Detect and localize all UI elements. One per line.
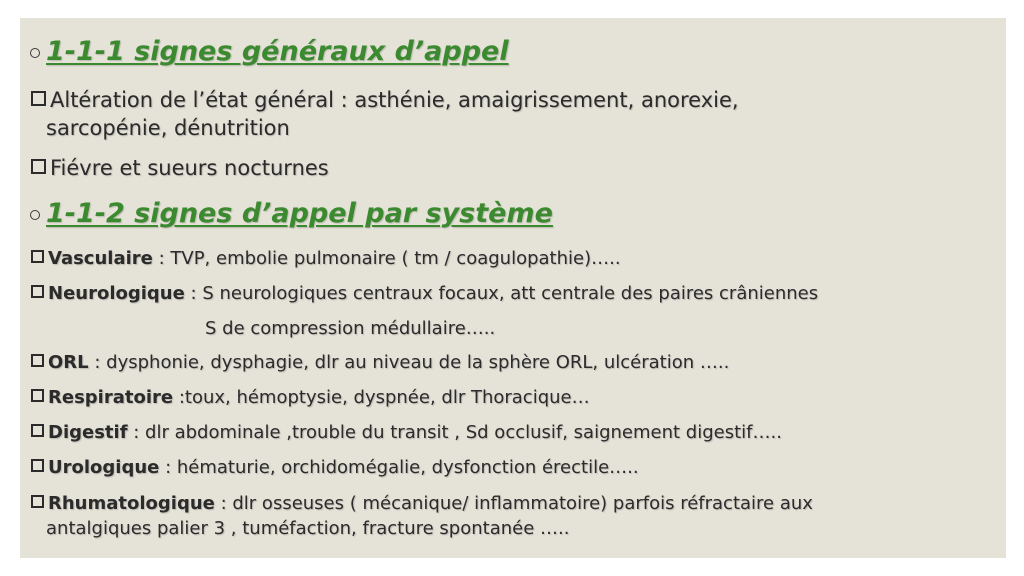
system-text: :toux, hémoptysie, dyspnée, dlr Thoracique… — [173, 387, 590, 408]
system-text: : hématurie, orchidomégalie, dysfonction érectile….. — [159, 457, 639, 478]
section2-row — [30, 198, 553, 229]
system-item-vasculaire — [30, 248, 621, 269]
checkbox-bullet-icon — [30, 494, 46, 510]
general-item-1 — [30, 88, 739, 112]
system-label: Rhumatologique — [48, 493, 215, 514]
system-label: Respiratoire — [48, 387, 174, 408]
checkbox-bullet-icon — [30, 158, 48, 176]
slide — [20, 18, 1006, 558]
system-item-orl — [30, 352, 729, 373]
system-item-urologique — [30, 457, 639, 478]
checkbox-bullet-icon — [30, 458, 46, 474]
general-item-2 — [30, 156, 329, 180]
system-text: : TVP, embolie pulmonaire ( tm / coagulopathie)….. — [152, 248, 621, 269]
general-item-1-line1: Altération de l’état général : asthénie, amaigrissement, anorexie, — [50, 88, 739, 112]
system-label: Neurologique — [48, 283, 185, 304]
system-label: Urologique — [48, 457, 160, 478]
system-label: ORL — [48, 352, 89, 373]
checkbox-bullet-icon — [30, 249, 46, 265]
system-item-neurologique — [30, 283, 818, 304]
section1-row — [30, 36, 509, 67]
system-label: Vasculaire — [48, 248, 153, 269]
system-text: : dlr abdominale ,trouble du transit , Sd occlusif, saignement digestif….. — [127, 422, 782, 443]
checkbox-bullet-icon — [30, 423, 46, 439]
system-rhumatologique-cont: antalgiques palier 3 , tuméfaction, fracture spontanée ….. — [46, 518, 570, 539]
checkbox-bullet-icon — [30, 388, 46, 404]
general-item-1-line2: sarcopénie, dénutrition — [46, 116, 290, 140]
section2-heading: 1-1-2 signes d’appel par système — [46, 198, 553, 229]
system-text: : dysphonie, dysphagie, dlr au niveau de la sphère ORL, ulcération ….. — [88, 352, 730, 373]
section1-heading: 1-1-1 signes généraux d’appel — [46, 36, 509, 67]
circle-bullet-icon — [30, 210, 40, 220]
system-text: : S neurologiques centraux focaux, att centrale des paires crâniennes — [184, 283, 819, 304]
checkbox-bullet-icon — [30, 90, 48, 108]
checkbox-bullet-icon — [30, 284, 46, 300]
system-item-respiratoire — [30, 387, 590, 408]
system-neurologique-cont: S de compression médullaire….. — [205, 318, 496, 339]
system-item-rhumatologique — [30, 493, 813, 514]
system-label: Digestif — [48, 422, 128, 443]
system-item-digestif — [30, 422, 782, 443]
checkbox-bullet-icon — [30, 353, 46, 369]
circle-bullet-icon — [30, 48, 40, 58]
system-text: : dlr osseuses ( mécanique/ inflammatoire) parfois réfractaire aux — [214, 493, 813, 514]
general-item-2-text: Fiévre et sueurs nocturnes — [50, 156, 329, 180]
